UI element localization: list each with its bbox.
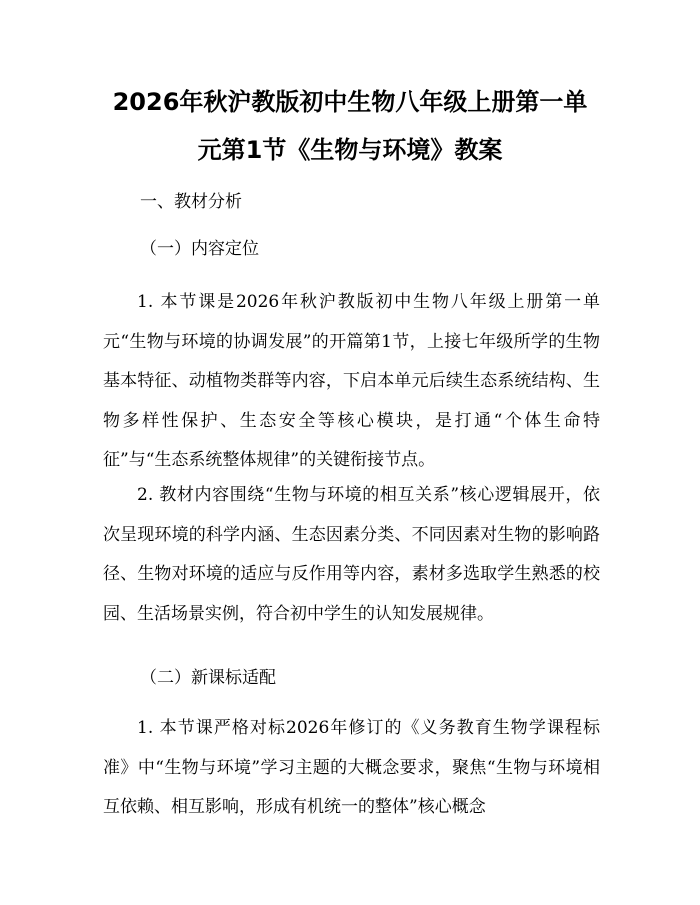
section-heading-textbook-analysis: 一、教材分析 <box>140 192 242 212</box>
document-title-line-2: 元第1节《生物与环境》教案 <box>197 136 503 164</box>
document-title-line-1: 2026年秋沪教版初中生物八年级上册第一单 <box>112 88 588 116</box>
subsection-heading-curriculum-alignment: （二）新课标适配 <box>140 668 276 688</box>
paragraph-3: 1. 本节课严格对标2026年修订的《义务教育生物学课程标准》中“生物与环境”学习主题的大概念要求，聚焦“生物与环境相互依赖、相互影响，形成有机统一的整体”核心概念 <box>103 718 600 817</box>
paragraph-2: 2. 教材内容围绕“生物与环境的相互关系”核心逻辑展开，依次呈现环境的科学内涵、生态因素分类、不同因素对生物的影响路径、生物对环境的适应与反作用等内容，素材多选取学生熟悉的校园、生活场景实例，符合初中学生的认知发展规律。 <box>103 485 600 624</box>
paragraph-1: 1. 本节课是2026年秋沪教版初中生物八年级上册第一单元“生物与环境的协调发展”的开篇第1节，上接七年级所学的生物基本特征、动植物类群等内容，下启本单元后续生态系统结构、生物多样性保护、生态安全等核心模块，是打通“个体生命特征”与“生态系统整体规律”的关键衔接节点。 <box>103 292 600 470</box>
subsection-heading-content-positioning: （一）内容定位 <box>140 239 259 259</box>
